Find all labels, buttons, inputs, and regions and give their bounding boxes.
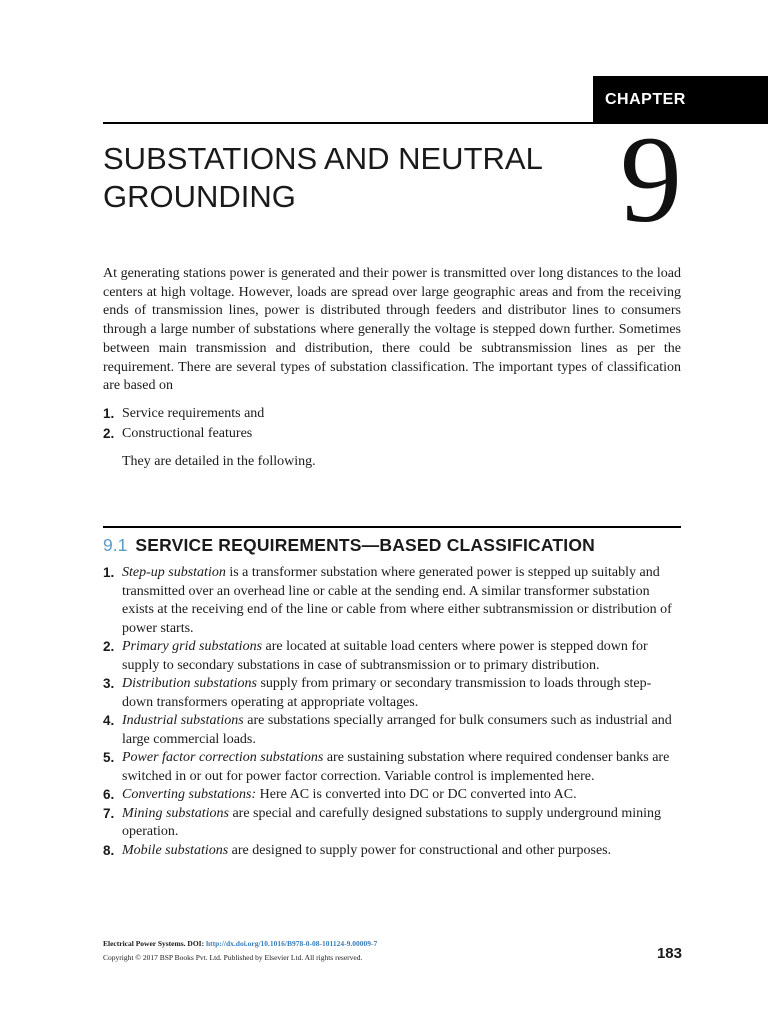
list-item-term: Step-up substation [122, 565, 226, 580]
list-item-text: are substations specially arranged for bulk consumers such as industrial and large commercial loads. [122, 713, 672, 747]
list-item-text: Constructional features [122, 425, 253, 441]
list-item [103, 712, 681, 749]
chapter-label: CHAPTER [605, 91, 686, 108]
list-item-text: are sustaining substation where required condenser banks are switched in or out for power factor correction. Variable control is implemented here. [122, 750, 670, 784]
list-item [103, 749, 681, 786]
list-item-number: 6. [103, 787, 115, 802]
list-item [103, 564, 681, 638]
list-item-term: Primary grid substations [122, 639, 263, 654]
list-item [103, 842, 681, 861]
chapter-title-line-1: SUBSTATIONS AND NEUTRAL [103, 141, 543, 176]
citation-prefix: Electrical Power Systems. DOI: [103, 939, 206, 948]
list-item-number: 1. [103, 406, 115, 421]
list-item-number: 5. [103, 750, 115, 765]
list-item-number: 3. [103, 676, 115, 691]
list-item [103, 805, 681, 842]
classification-list [103, 564, 681, 860]
section-heading [103, 534, 595, 556]
chapter-title-line-2: GROUNDING [103, 179, 296, 214]
list-item-text: are special and carefully designed substations to supply underground mining operation. [122, 805, 662, 839]
list-item-number: 8. [103, 842, 115, 858]
list-item-text: Service requirements and [122, 406, 265, 421]
list-item [103, 638, 681, 675]
list-item-term: Industrial substations [122, 713, 244, 728]
list-item-term: Mobile substations [122, 842, 229, 858]
list-item-term: Distribution substations [122, 676, 257, 691]
section-rule [103, 526, 681, 528]
list-item-term: Mining substations [122, 805, 229, 821]
intro-list [103, 404, 681, 443]
page-number: 183 [656, 945, 682, 962]
intro-paragraph: At generating stations power is generated and their power is transmitted over long distances to the load centers at high voltage. However, loads are spread over large geographic areas and from the receiving ends of transmission lines, power is distributed through feeders and distributor lines to consumers through a large number of substations where generally the voltage is stepped down further. Sometimes between main transmission and distribution, there could be subtransmission lines as per the requirement. There are several types of substation classification. The important types of classification are based on [103, 266, 681, 394]
intro-follow-up: They are detailed in the following. [122, 454, 316, 469]
list-item-term: Converting substations: [122, 787, 257, 802]
header-rule [103, 122, 593, 124]
list-item-text: is a transformer substation where generated power is stepped up suitably and transmitted over an overhead line or cable at the sending end. A similar transformer substation exists at the receiving end of the line or cable from where either subtransmission or distribution of power starts. [122, 565, 672, 636]
list-item-text: are designed to supply power for constructional and other purposes. [228, 842, 612, 858]
list-item-number: 4. [103, 713, 115, 728]
chapter-title [103, 140, 583, 216]
list-item [103, 424, 681, 444]
list-item-text: are located at suitable load centers where power is stepped down for supply to secondary substations in case of subtransmission or to primary distribution. [122, 639, 648, 673]
doi-link[interactable]: http://dx.doi.org/10.1016/B978-0-08-101124-9.00009-7 [205, 939, 378, 948]
list-item-number: 2. [103, 639, 115, 654]
footer-citation [103, 939, 377, 949]
footer-copyright: Copyright © 2017 BSP Books Pvt. Ltd. Published by Elsevier Ltd. All rights reserved. [103, 953, 363, 962]
list-item-number: 7. [103, 805, 115, 821]
list-item-text: Here AC is converted into DC or DC converted into AC. [256, 787, 577, 802]
list-item-number: 2. [103, 425, 115, 441]
list-item [103, 675, 681, 712]
list-item-text: supply from primary or secondary transmission to loads through step-down transformers operating at appropriate voltages. [122, 676, 652, 710]
list-item-number: 1. [103, 565, 115, 580]
list-item [103, 404, 681, 424]
list-item-term: Power factor correction substations [122, 750, 324, 765]
section-number: 9.1 [103, 535, 128, 555]
section-title: SERVICE REQUIREMENTS—BASED CLASSIFICATION [135, 535, 596, 555]
list-item [103, 786, 681, 805]
chapter-number: 9 [620, 111, 682, 248]
